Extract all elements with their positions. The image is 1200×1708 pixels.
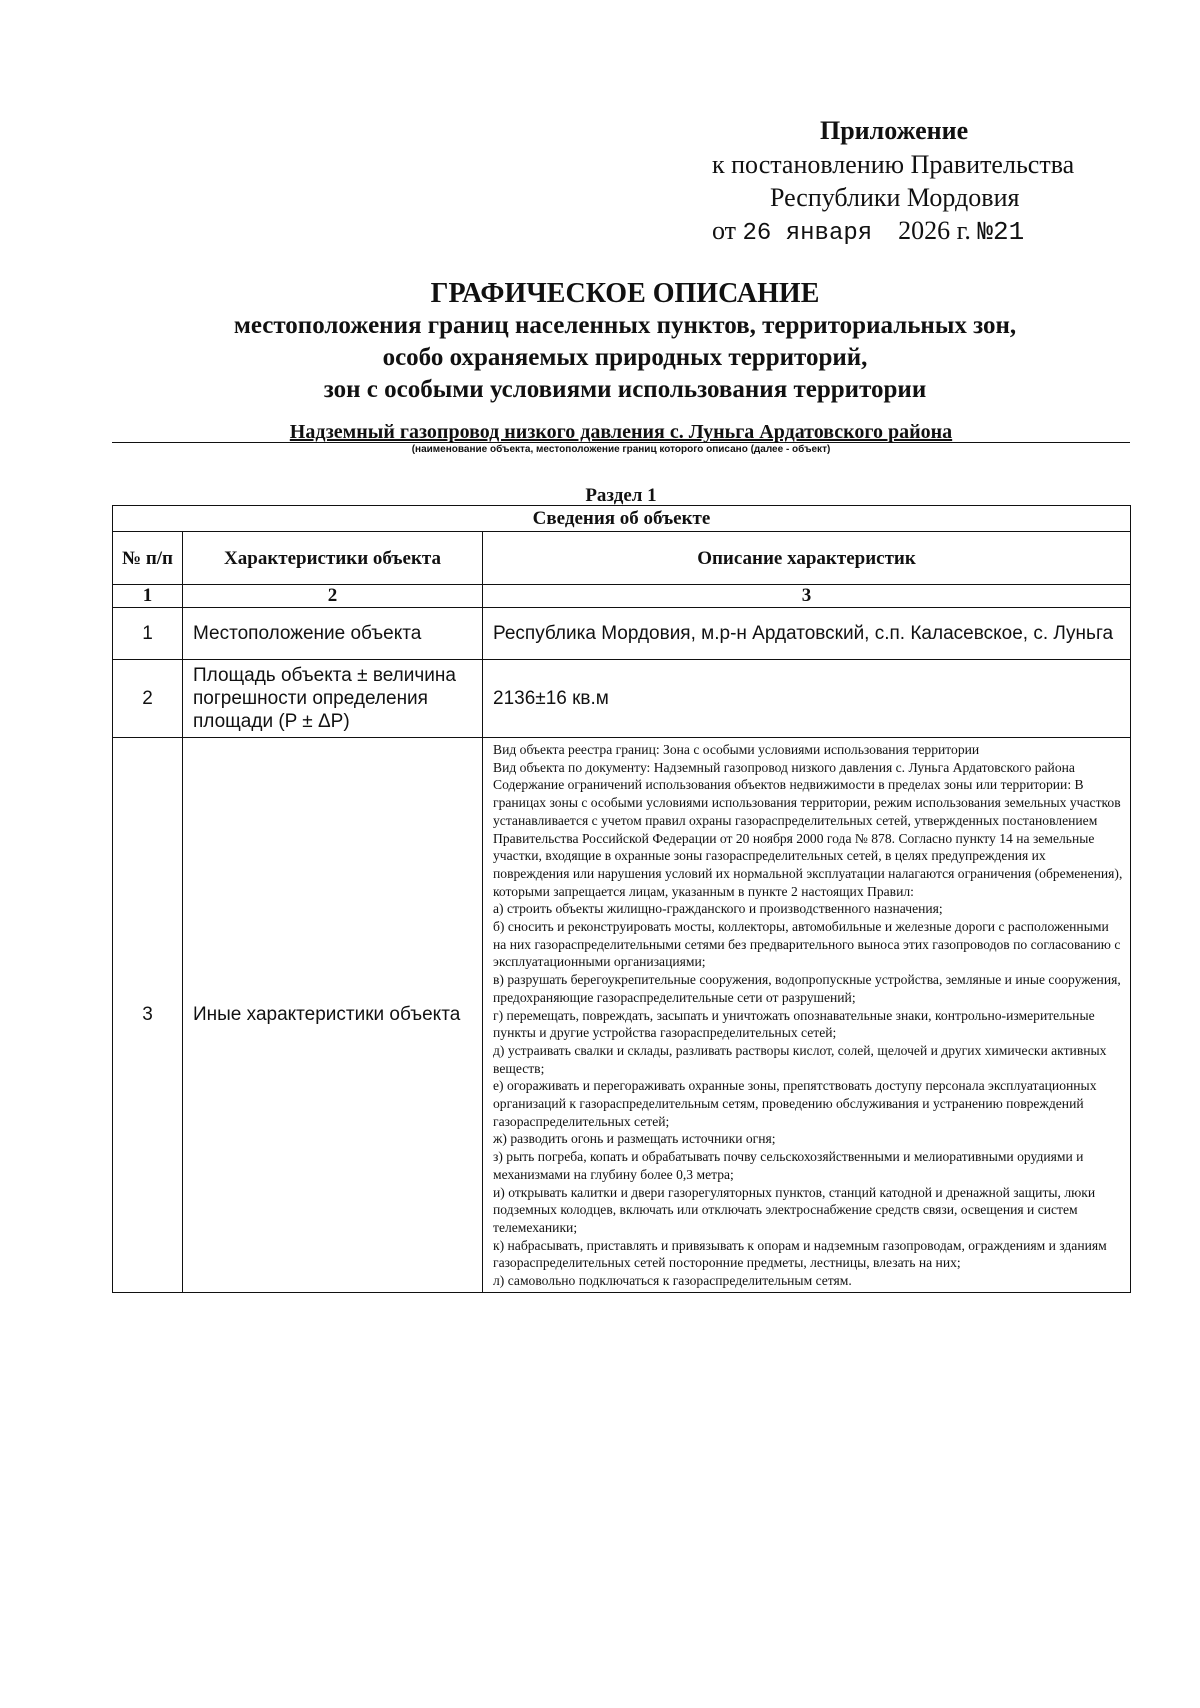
description-paragraph: к) набрасывать, приставлять и привязывать к опорам и надземным газопроводам, ограждениям и зданиям газораспределительных сетей посторонние предметы, лестницы, влезать на них; [493, 1237, 1107, 1271]
column-header-description: Описание характеристик [483, 532, 1131, 585]
document-subtitle-line-2: особо охраняемых природных территорий, [382, 344, 868, 371]
document-subtitle-line-3: зон с особыми условиями использования территории [323, 376, 927, 403]
column-number-1: 1 [113, 585, 183, 608]
column-header-characteristic: Характеристики объекта [183, 532, 483, 585]
row-description [483, 738, 1131, 1293]
description-paragraph: а) строить объекты жилищно-гражданского и производственного назначения; [493, 901, 943, 917]
description-paragraph: ж) разводить огонь и размещать источники огня; [493, 1131, 776, 1147]
table-title: Сведения об объекте [113, 506, 1131, 532]
table-row [113, 608, 1131, 660]
column-number-2: 2 [183, 585, 483, 608]
description-paragraph: и) открывать калитки и двери газорегуляторных пунктов, станций катодной и дренажной защиты, люки подземных колодцев, включать или отключать электроснабжение средств связи, освещения и систем телемеханики; [493, 1184, 1096, 1235]
appendix-line-2: Республики Мордовия [770, 183, 1020, 212]
document-title: ГРАФИЧЕСКОЕ ОПИСАНИЕ [430, 278, 820, 309]
column-number-3: 3 [483, 585, 1131, 608]
appendix-line-1: к постановлению Правительства [712, 150, 1075, 179]
row-number: 3 [113, 738, 183, 1293]
row-characteristic: Иные характеристики объекта [183, 738, 483, 1293]
appendix-date [712, 216, 1024, 247]
date-day-month: 26 января [742, 220, 873, 247]
row-characteristic: Местоположение объекта [183, 608, 483, 660]
description-paragraph: з) рыть погреба, копать и обрабатывать почву сельскохозяйственными и мелиоративными орудиями и механизмами на глубину более 0,3 метра; [493, 1149, 1084, 1182]
document-subtitle-line-1: местоположения границ населенных пунктов, территориальных зон, [233, 312, 1017, 339]
row-number: 2 [113, 660, 183, 738]
document-number: №21 [977, 217, 1025, 247]
description-paragraph: в) разрушать берегоукрепительные сооружения, водопропускные устройства, земляные и иные сооружения, предохраняющие газораспределительные сети от разрушений; [493, 972, 1121, 1005]
row-description: 2136±16 кв.м [483, 660, 1131, 738]
description-paragraph: Вид объекта по документу: Надземный газопровод низкого давления с. Луньга Ардатовского района [493, 759, 1075, 775]
description-paragraph: г) перемещать, повреждать, засыпать и уничтожать опознавательные знаки, контрольно-измерительные пункты и другие устройства газораспределительных сетей; [493, 1007, 1095, 1041]
column-header-number [113, 532, 183, 585]
description-paragraph: л) самовольно подключаться к газораспределительным сетям. [493, 1273, 852, 1289]
row-number: 1 [113, 608, 183, 660]
object-info-table [112, 505, 1131, 1293]
description-paragraph: е) огораживать и перегораживать охранные зоны, препятствовать доступу персонала эксплуатационных организаций к газораспределительным сетям, проведению обслуживания и устранению повреждений газораспределительных сетей; [493, 1078, 1097, 1129]
date-prefix: от [712, 216, 737, 245]
column-header-number-label: № п/п [121, 547, 174, 569]
object-name-underline [112, 442, 1130, 443]
date-year: 2026 г. [898, 216, 971, 245]
object-caption: (наименование объекта, местоположение границ которого описано (далее - объект) [411, 444, 831, 455]
row-characteristic: Площадь объекта ± величина погрешности определения площади (P ± ΔP) [183, 660, 483, 738]
description-paragraph: б) сносить и реконструировать мосты, коллекторы, автомобильные и железные дороги с расположенными на них газораспределительными сетями без предварительного выноса этих газопроводов по согласованию с эксплуатационными организациями; [493, 919, 1121, 970]
description-paragraph: д) устраивать свалки и склады, разливать растворы кислот, солей, щелочей и других химически активных веществ; [493, 1042, 1107, 1076]
section-title: Раздел 1 [585, 485, 657, 506]
description-paragraph: Содержание ограничений использования объектов недвижимости в пределах зоны или территории: В границах зоны с особыми условиями использования территории, режим использования земельных участков устанавливается с учетом правил охраны газораспределительных сетей, утвержденных постановлением Правительства Российской Федерации от 20 ноября 2000 года № 878. Согласно пункту 14 на земельные участки, входящие в охранные зоны газораспределительных сетей, в целях предупреждения их повреждения или нарушения условий их нормальной эксплуатации налагаются ограничения (обременения), которыми запрещается лицам, указанным в пункте 2 настоящих Правил: [493, 777, 1123, 899]
description-paragraph: Вид объекта реестра границ: Зона с особыми условиями использования территории [493, 742, 980, 757]
table-row [113, 660, 1131, 738]
table-row [113, 738, 1131, 1293]
row-description: Республика Мордовия, м.р-н Ардатовский, с.п. Каласевское, с. Луньга [483, 608, 1131, 660]
appendix-title: Приложение [820, 116, 969, 145]
object-name: Надземный газопровод низкого давления с. Луньга Ардатовского района [289, 421, 953, 443]
